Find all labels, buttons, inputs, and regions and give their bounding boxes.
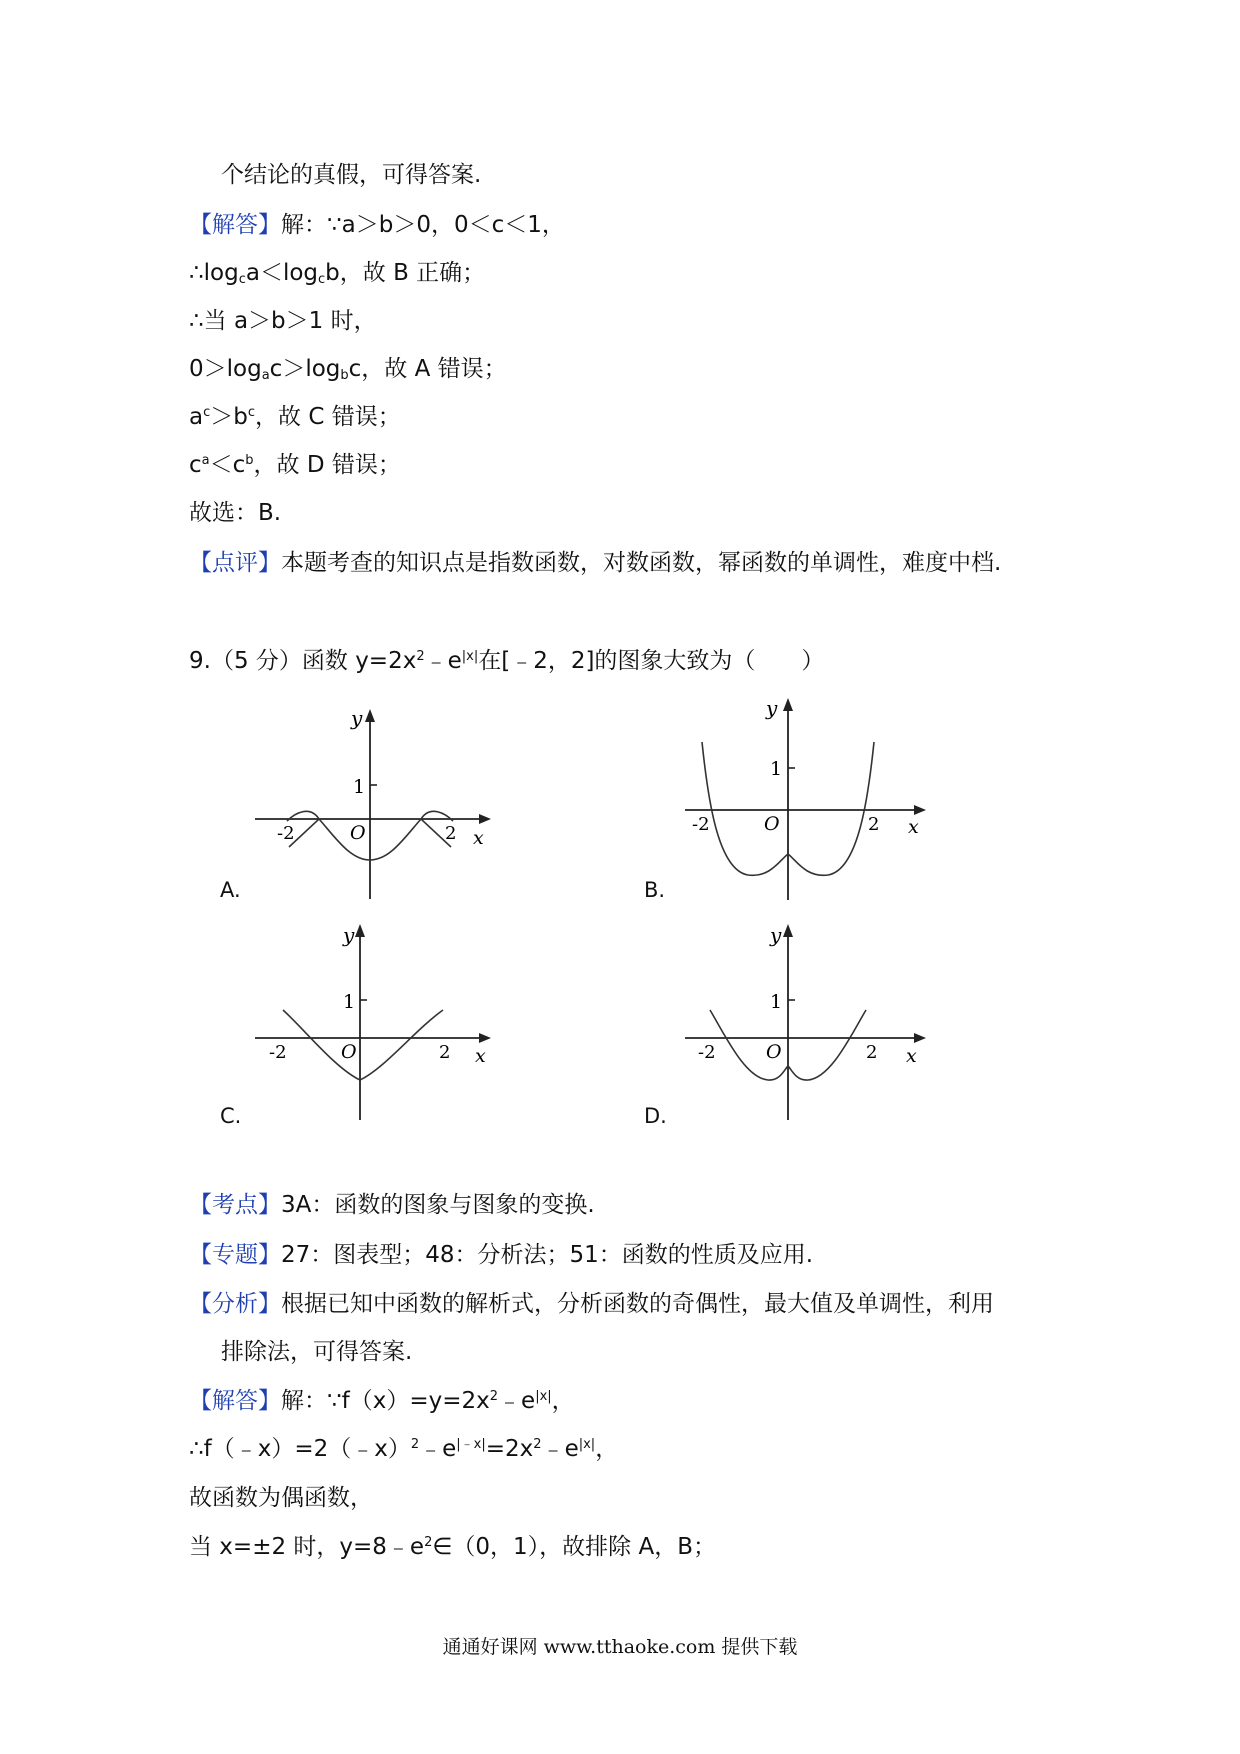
svg-text:x: x: [906, 1045, 917, 1067]
x-axis-label: x: [473, 827, 484, 849]
solution8-line5: $c^a<c^b$，故 D 错误；: [189, 452, 401, 478]
svg-text:O: O: [766, 1041, 782, 1063]
option-a-label: A.: [220, 878, 241, 902]
svg-text:x: x: [475, 1045, 486, 1067]
jieda-tag-9: 【解答】: [189, 1388, 281, 1414]
solution8-line1: $\therefore\log_ca<\log_cb$，故 B 正确；: [189, 260, 486, 287]
svg-text:1: 1: [770, 991, 783, 1013]
svg-text:1: 1: [343, 991, 356, 1013]
svg-text:x: x: [908, 816, 919, 838]
svg-text:y: y: [766, 696, 778, 720]
analysis9-fenxi-continued: 排除法，可得答案.: [221, 1339, 413, 1365]
footer-text: 通通好课网 www.tthaoke.com 提供下载: [442, 1636, 798, 1658]
graph-option-d: [680, 920, 930, 1125]
svg-text:2: 2: [439, 1042, 451, 1063]
origin-label: O: [350, 822, 366, 844]
page-footer: [0, 1632, 1240, 1659]
y-axis-label: y: [351, 706, 363, 730]
analysis9-step2: $\therefore f(﹣x)=2(﹣x)^2﹣e^{|﹣x|}=2x^2﹣e^{|x|}$，: [189, 1436, 619, 1462]
kaodian-tag: 【考点】: [189, 1192, 281, 1218]
solution8-jieda: 【解答】解：∵a＞b＞0，0＜c＜1，: [189, 212, 565, 238]
analysis9-step4: 当 x=±2 时，$y=8﹣e^2\in(0$，1），故排除 A，B；: [189, 1534, 716, 1560]
svg-text:2: 2: [866, 1042, 878, 1063]
question9-stem: 9.（5 分）函数 $y=2x^2﹣e^{|x|}$在[﹣2，2]的图象大致为（ ）: [189, 648, 825, 674]
svg-text:-2: -2: [269, 1042, 287, 1063]
graph-option-a: [255, 705, 495, 905]
solution8-line2: ∴当 a＞b＞1 时，: [189, 308, 377, 334]
option-b-label: B.: [644, 878, 666, 902]
analysis9-step3: 故函数为偶函数，: [189, 1485, 373, 1511]
continued-line: 个结论的真假，可得答案.: [221, 162, 482, 188]
svg-text:-2: -2: [698, 1042, 716, 1063]
tick-neg2: -2: [277, 823, 295, 844]
option-c-label: C.: [220, 1104, 242, 1128]
tick-pos2: 2: [445, 823, 457, 844]
solution8-answer: 故选：B.: [189, 500, 282, 526]
solution8-line3: $0>\log_ac>\log_bc$，故 A 错误；: [189, 356, 507, 383]
svg-text:-2: -2: [692, 814, 710, 835]
option-d-label: D.: [644, 1104, 667, 1128]
svg-text:y: y: [343, 923, 355, 947]
analysis9-jieda: 【解答】解：$\because f(x)=y=2x^2﹣e^{|x|}$，: [189, 1388, 575, 1414]
analysis9-zhuanti: 【专题】27：图表型；48：分析法；51：函数的性质及应用.: [189, 1242, 814, 1268]
dianping-tag: 【点评】: [189, 550, 281, 576]
graph-option-b: [680, 690, 930, 905]
zhuanti-tag: 【专题】: [189, 1242, 281, 1268]
solution8-dianping: 【点评】本题考查的知识点是指数函数，对数函数，幂函数的单调性，难度中档.: [189, 550, 1002, 576]
fenxi-tag: 【分析】: [189, 1291, 281, 1317]
svg-text:O: O: [341, 1041, 357, 1063]
analysis9-kaodian: 【考点】3A：函数的图象与图象的变换.: [189, 1192, 595, 1218]
solution8-line4: $a^c>b^c$，故 C 错误；: [189, 404, 401, 430]
svg-text:2: 2: [868, 814, 880, 835]
jieda-tag: 【解答】: [189, 212, 281, 238]
tick-one: 1: [353, 776, 366, 798]
svg-text:y: y: [770, 923, 782, 947]
svg-text:O: O: [764, 813, 780, 835]
analysis9-fenxi: 【分析】根据已知中函数的解析式，分析函数的奇偶性，最大值及单调性，利用: [189, 1291, 994, 1317]
svg-text:1: 1: [770, 758, 783, 780]
graph-option-c: [255, 920, 495, 1125]
